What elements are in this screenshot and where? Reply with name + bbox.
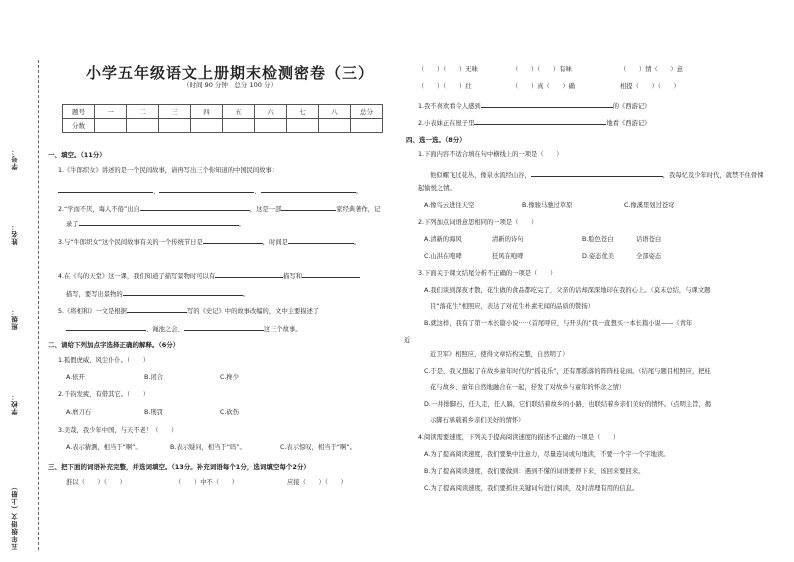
score-input-cell[interactable] <box>159 119 191 133</box>
word-fill-item[interactable]: 应接（ ）（ ） <box>287 479 347 486</box>
question-4-continued: 描写，要写出景物的 。 <box>66 288 249 299</box>
choice-question-1-sentence-end: 起愉悦之情。 <box>418 185 456 192</box>
option-c[interactable]: C.于是，我又想起了在故乡童年时代的“摇花乐”，还有那摇落的阵阵桂花雨。（结尾与题目相照应，把桂 <box>424 368 711 375</box>
option-a[interactable]: A.像鸟云进往天空 <box>424 202 475 209</box>
score-input-cell[interactable] <box>287 119 319 133</box>
option-c-note: 花与故乡、童年自然地融合在一起，抒发了对故乡与童年的怀念之情） <box>430 384 626 391</box>
option-b[interactable]: B.为了提高阅读速度，我们要做到：遇到不懂的词语要停下来，该回来要回来。 <box>424 468 645 475</box>
table-cell: 五 <box>223 105 255 119</box>
question-6-text: 1.狐假虎威，风尘仆仆。（ ） <box>58 357 150 364</box>
score-table <box>62 104 383 133</box>
table-cell: 题号 <box>63 105 95 119</box>
word-fill-item[interactable]: （ ）真（ ）确 <box>512 83 575 90</box>
option-d-pair: 全部姿态 <box>636 253 662 260</box>
choice-question-2: 2.下列加点词语意思相同的一项是（ ） <box>418 219 538 226</box>
answer-blank[interactable] <box>184 323 264 331</box>
option-a[interactable]: A.为了提高阅读速度，我们要集中注意力，尽量连词或句地读，不要一个字一个字地读。 <box>424 451 670 458</box>
option-a[interactable]: A.依开 <box>66 374 85 381</box>
option-c[interactable]: C.砍伤 <box>220 409 239 416</box>
class-label: 班级： <box>11 307 19 330</box>
score-input-cell[interactable] <box>95 119 127 133</box>
choice-question-4: 4.阅读需要速度，下列关于提高阅读速度的描述不正确的一项是（ ） <box>418 434 620 441</box>
section-1-heading: 一、填空。（11分） <box>48 151 106 159</box>
score-input-cell[interactable] <box>351 119 383 133</box>
student-id-label: 学号： <box>11 147 19 170</box>
option-a-pair: 清新的诗句 <box>492 236 524 243</box>
option-c[interactable]: C.山洪在咆哮 <box>424 253 462 260</box>
option-d-note: 示脚石承载着乡亲们美好的情怀） <box>430 417 525 424</box>
table-cell: 二 <box>127 105 159 119</box>
question-7-text: 2.千钧发疲，有借其它。（ ） <box>58 391 150 398</box>
option-c[interactable]: C.表示惊叹，相当于“啊”。 <box>280 444 356 451</box>
fill-sentence-2: 2.小表妹正在屋子里 地看《西游记》 <box>418 117 650 128</box>
answer-blank[interactable] <box>288 236 354 244</box>
section-4-heading: 四、选一选。（8分） <box>406 136 466 144</box>
answer-blank[interactable] <box>79 218 239 226</box>
answer-blank[interactable] <box>123 288 243 296</box>
school-label: 学校： <box>11 392 19 415</box>
name-label: 姓名： <box>11 222 19 245</box>
word-fill-item[interactable]: （ ）情（ ）意 <box>620 66 683 73</box>
margin-char: 近 <box>404 337 411 344</box>
choice-question-1-sentence: 他似螺飞过花丛，像泉水流经山谷， ，我每忆及少年时代，就禁不住骨悚 <box>430 169 764 180</box>
table-cell: 总分 <box>351 105 383 119</box>
question-3-text: 3.与“牛郎织女”这个民间故事有关的一个传统节日是 ，时间是 。 <box>58 236 360 247</box>
option-b[interactable]: B.就这样，我有了第一本长篇小说·····（首尾呼应，与开头的“我一直想买一本长篇小说——《青年 <box>424 320 693 327</box>
binding-line <box>38 60 39 550</box>
option-b[interactable]: B.表示疑问，相当于“吗”。 <box>170 444 246 451</box>
answer-blank[interactable] <box>302 270 360 278</box>
option-d[interactable]: D.姿态优美 <box>582 253 615 260</box>
score-input-cell[interactable] <box>223 119 255 133</box>
grade-subject-label: 五年级语文（上册） <box>11 482 19 550</box>
answer-blank[interactable] <box>58 185 153 193</box>
word-fill-item[interactable]: 相提（ ）（ ） <box>620 83 680 90</box>
question-2-continued: 录了 。 <box>66 218 245 229</box>
question-5-text: 5.《将相和》一文是根据 写的《史记》中的故事改编的，文中主要描述了 <box>58 305 319 316</box>
table-row <box>63 119 383 133</box>
option-a[interactable]: A.磨刀石 <box>66 409 92 416</box>
score-input-cell[interactable] <box>255 119 287 133</box>
answer-blank[interactable] <box>474 117 606 125</box>
score-input-cell[interactable] <box>191 119 223 133</box>
option-c[interactable]: C.搀少 <box>220 374 239 381</box>
question-5-continued: 、渑池之会、 这三个故事。 <box>66 323 302 334</box>
option-b[interactable]: B.刑罚 <box>144 409 163 416</box>
score-input-cell[interactable] <box>127 119 159 133</box>
option-c[interactable]: C.像溪里划过苍穹 <box>624 202 675 209</box>
word-fill-item[interactable]: （ ）（ ）壮 <box>418 83 472 90</box>
answer-blank[interactable] <box>281 203 336 211</box>
table-cell: 六 <box>255 105 287 119</box>
table-cell: 八 <box>319 105 351 119</box>
answer-blank[interactable] <box>203 236 263 244</box>
answer-blank[interactable] <box>127 305 187 313</box>
answer-blank[interactable] <box>261 185 356 193</box>
table-cell: 七 <box>287 105 319 119</box>
answer-blank[interactable] <box>140 203 250 211</box>
option-a[interactable]: A.清新的海风 <box>424 236 462 243</box>
choice-question-1: 1.下面内容不适合填在句中横线上的一项是（ ） <box>418 151 563 158</box>
answer-blank[interactable] <box>481 100 613 108</box>
table-cell: 一 <box>95 105 127 119</box>
section-2-heading: 二、请给下列加点字选择正确的解释。（6分） <box>48 341 180 349</box>
option-c-pair: 狂风在咆哮 <box>492 253 524 260</box>
table-cell: 四 <box>191 105 223 119</box>
option-b[interactable]: B.脸色苍白 <box>582 236 614 243</box>
page-title: 小学五年级语文上册期末检测密卷（三） <box>85 64 374 82</box>
answer-blank[interactable] <box>215 270 283 278</box>
table-cell: 分数 <box>63 119 95 133</box>
table-cell: 三 <box>159 105 191 119</box>
section-3-heading: 三、把下面的词语补充完整，并选词填空。（13分。补充词语每个1分，选词填空每个2分） <box>48 463 310 471</box>
option-a-note: 目“落花生”相照应，表达了对花生朴素无闻的品质的赞扬） <box>430 303 594 310</box>
option-b-pair: 话语苍白 <box>636 236 662 243</box>
word-fill-item[interactable]: （ ）中不（ ） <box>175 479 238 486</box>
question-2-text: 2.“学而不厌，诲人不倦”出自 ，这是一部 家经典著作，记 <box>58 203 380 214</box>
word-fill-item[interactable]: （ ）（ ）无味 <box>418 66 478 73</box>
option-a[interactable]: A.表示猜测，相当于“啊”。 <box>66 444 142 451</box>
option-b-note: 近卫军》相照应，使得文章结构完整，自然明了） <box>430 351 569 358</box>
question-8-text: 3.美哉，我少年中国，与天不老！（ ） <box>58 427 178 434</box>
word-fill-item[interactable]: 淮以（ ）（ ） <box>66 479 126 486</box>
answer-blank[interactable] <box>66 323 146 331</box>
option-d[interactable]: D.一井排脚石，任人走，任人躺，它们联结着故乡的小路，也联结着乡亲们美好的情怀。（点明主旨，揭 <box>424 401 712 408</box>
option-a[interactable]: A.我们谈到深夜才散，花生做的食品都吃完了，父亲的话却深深地印在我的心上。（莫末总结，与课文题 <box>424 287 711 294</box>
score-input-cell[interactable] <box>319 119 351 133</box>
question-1-blanks: 、 、 。 <box>58 185 362 196</box>
answer-blank[interactable] <box>531 169 663 177</box>
answer-blank[interactable] <box>159 185 254 193</box>
question-1-text: 1.《牛郎织女》讲述的是一个民间故事，请再写出三个你知道的中国民间故事： <box>58 167 279 174</box>
option-b[interactable]: B.像骏马驰过草原 <box>522 202 573 209</box>
table-row <box>63 105 383 119</box>
option-b[interactable]: B.闭合 <box>144 374 163 381</box>
word-fill-item[interactable]: （ ）（ ）有味 <box>512 66 572 73</box>
choice-question-3: 3.下面关于课文结尾分析不正确的一项是（ ） <box>418 270 557 277</box>
option-c[interactable]: C.为了提高阅读速度，我们要抓住关键词句进行阅读，及时清理有用的信息。 <box>424 485 639 492</box>
question-4-text: 4.在《鸟的天堂》这一课，我们知道了描写景物时可以有 描写和 <box>58 270 360 281</box>
page-subtitle: （时间 90 分钟 总分 100 分） <box>183 81 277 89</box>
fill-sentence-1: 1.我不喜欢看令人感到 的《西游记》 <box>418 100 650 111</box>
